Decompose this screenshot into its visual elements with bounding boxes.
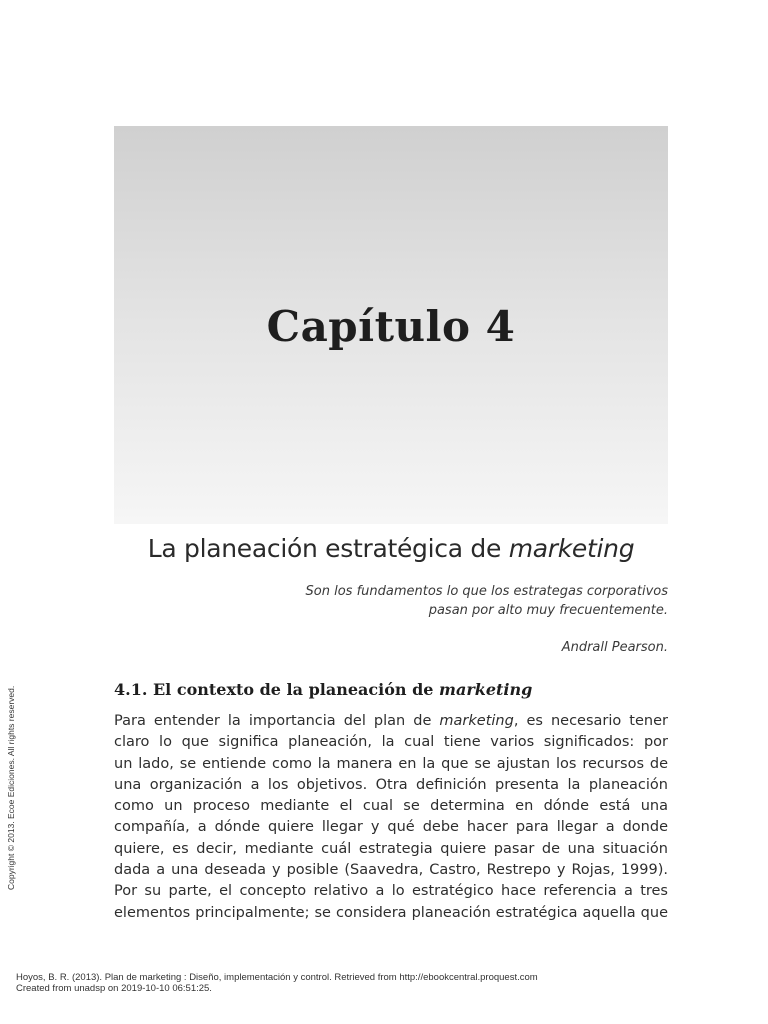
section-heading bbox=[114, 680, 532, 699]
chapter-subtitle-italic: marketing bbox=[508, 534, 635, 563]
paragraph-line: claro lo que significa planeación, la cual tiene varios significados: por bbox=[114, 734, 668, 751]
paragraph-line: dada a una deseada y posible (Saavedra, Castro, Restrepo y Rojas, 1999). bbox=[114, 862, 668, 879]
paragraph-text: , es necesario tener bbox=[513, 713, 668, 729]
copyright-notice: Copyright © 2013. Ecoe Ediciones. All rights reserved. bbox=[6, 685, 16, 890]
paragraph-line: Por su parte, el concepto relativo a lo estratégico hace referencia a tres bbox=[114, 883, 668, 900]
footer-citation: Hoyos, B. R. (2013). Plan de marketing : Diseño, implementación y control. Retrieved from http://ebookcentral.proquest.com bbox=[16, 972, 538, 983]
paragraph-line: compañía, a dónde quiere llegar y qué debe hacer para llegar a donde bbox=[114, 819, 668, 836]
epigraph-author: Andrall Pearson. bbox=[561, 640, 668, 655]
section-heading-italic: marketing bbox=[439, 680, 533, 699]
paragraph-line: una organización a los objetivos. Otra definición presenta la planeación bbox=[114, 776, 668, 793]
paragraph-text: Para entender la importancia del plan de bbox=[114, 713, 440, 729]
chapter-title: Capítulo 4 bbox=[266, 302, 516, 351]
paragraph-line: quiere, es decir, mediante cuál estrategia quiere pasar de una situación bbox=[114, 840, 668, 857]
epigraph-quote bbox=[248, 582, 668, 620]
section-heading-text: 4.1. El contexto de la planeación de bbox=[114, 680, 440, 699]
body-paragraph bbox=[114, 711, 668, 924]
epigraph-line: pasan por alto muy frecuentemente. bbox=[428, 603, 668, 618]
paragraph-italic-term: marketing bbox=[439, 713, 514, 729]
epigraph-line: Son los fundamentos lo que los estrategas corporativos bbox=[305, 584, 668, 599]
paragraph-line: un lado, se entiende como la manera en la que se ajustan los recursos de bbox=[114, 755, 668, 772]
chapter-subtitle bbox=[114, 534, 668, 563]
chapter-subtitle-text: La planeación estratégica de bbox=[147, 534, 509, 563]
paragraph-line bbox=[114, 711, 668, 732]
paragraph-line: como un proceso mediante el cual se determina en dónde está una bbox=[114, 798, 668, 815]
page-footer bbox=[16, 972, 538, 994]
paragraph-line: elementos principalmente; se considera planeación estratégica aquella que bbox=[114, 904, 668, 921]
footer-created: Created from unadsp on 2019-10-10 06:51:25. bbox=[16, 983, 212, 994]
chapter-title-panel bbox=[114, 126, 668, 524]
